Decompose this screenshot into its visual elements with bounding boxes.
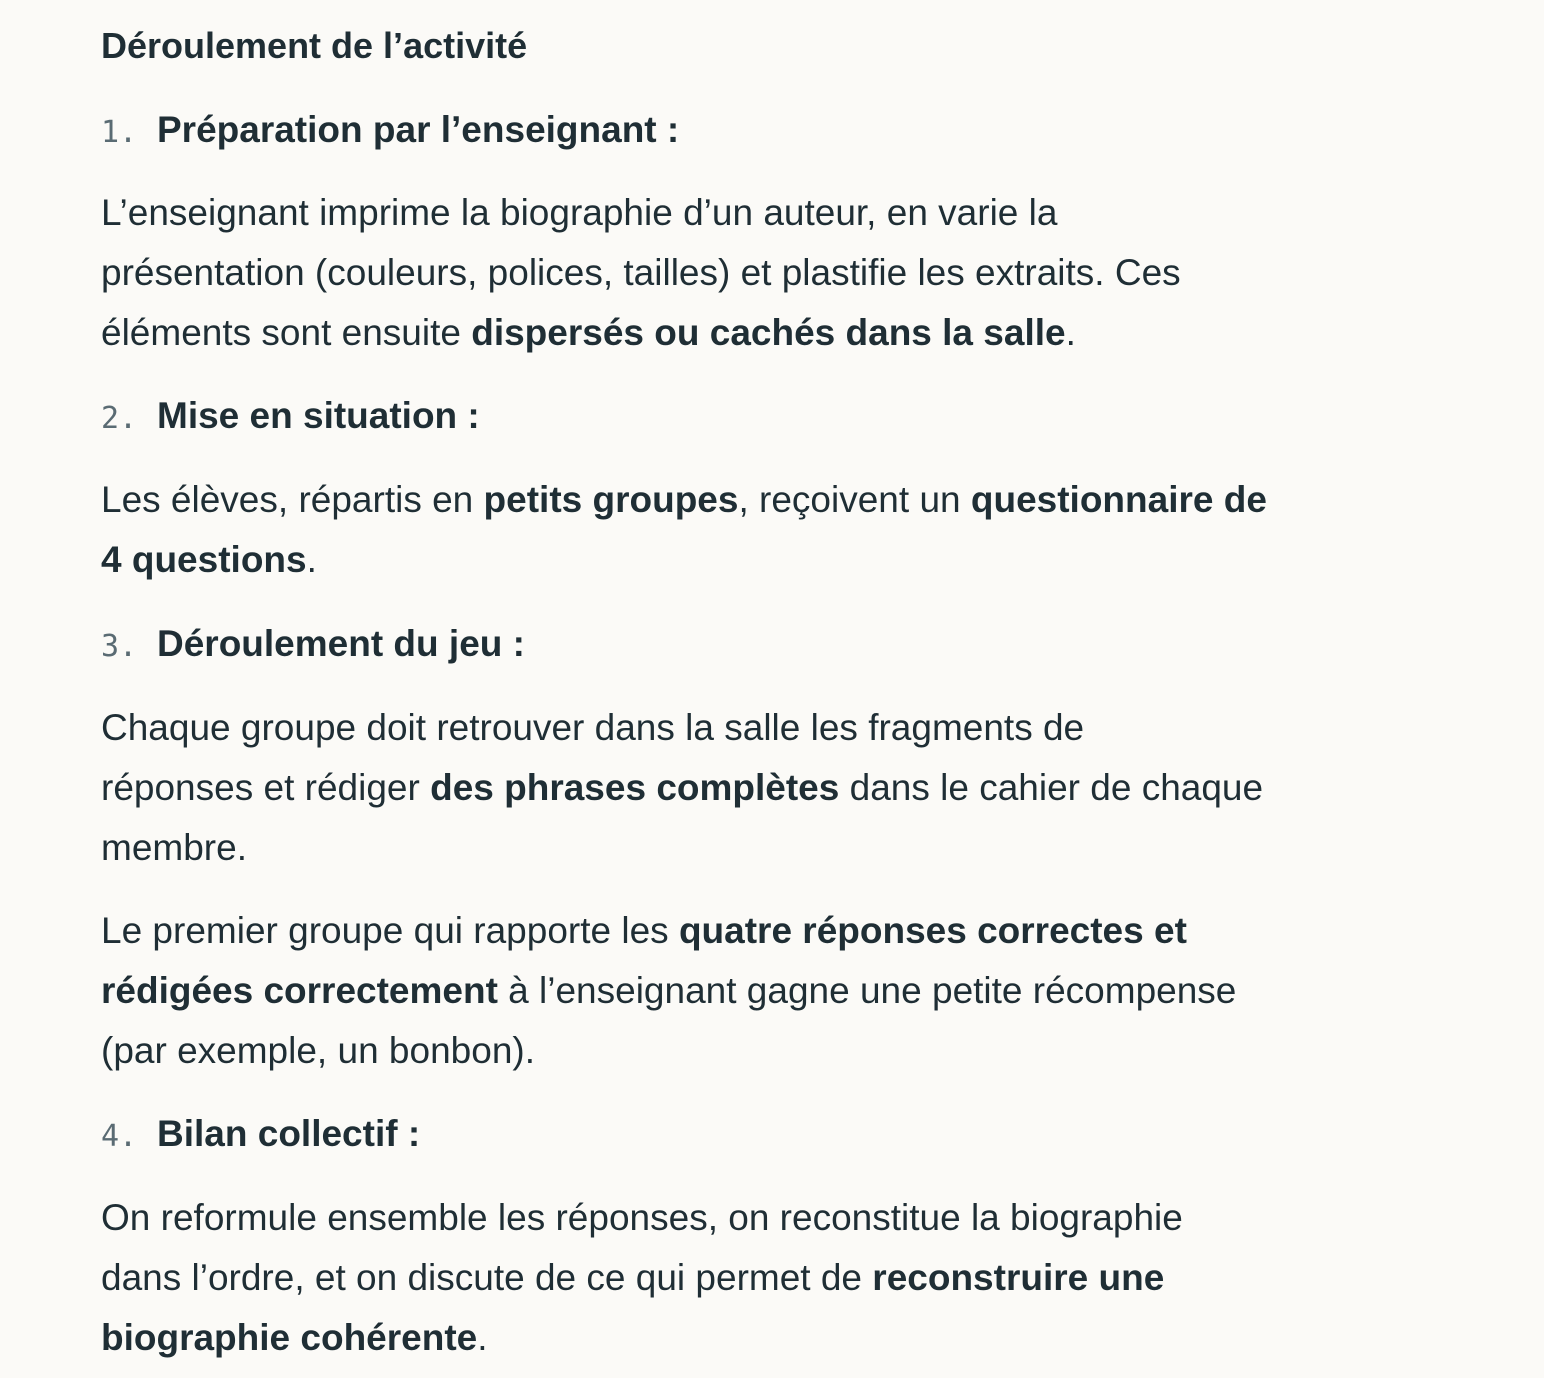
text-run: .	[1065, 312, 1076, 353]
step-1-paragraph	[101, 183, 1501, 363]
bold-text: petits groupes	[483, 479, 739, 520]
step-number: 4.	[101, 1119, 138, 1154]
bold-text: dispersés ou cachés dans la salle	[471, 312, 1066, 353]
bold-text: des phrases complètes	[430, 767, 840, 808]
step-title: Déroulement du jeu :	[157, 623, 525, 664]
text-run: .	[477, 1317, 488, 1358]
bold-text: rédigées correctement	[101, 970, 498, 1011]
text-run: On reformule ensemble les réponses, on reconstitue la biographie	[101, 1197, 1183, 1238]
step-4-paragraph	[101, 1188, 1501, 1368]
text-run: à l’enseignant gagne une petite récompense	[497, 970, 1237, 1011]
text-run: présentation (couleurs, polices, tailles) et plastifie les extraits. Ces	[101, 252, 1181, 293]
bold-text: reconstruire une	[872, 1257, 1165, 1298]
step-3-paragraph-2	[101, 901, 1501, 1081]
text-run: .	[306, 539, 317, 580]
text-run: Les élèves, répartis en	[101, 479, 484, 520]
step-3-heading	[101, 620, 525, 671]
text-run: réponses et rédiger	[101, 767, 431, 808]
text-run: (par exemple, un bonbon).	[101, 1030, 535, 1071]
step-1-heading	[101, 106, 679, 157]
step-2-heading	[101, 392, 480, 443]
text-run: , reçoivent un	[738, 479, 971, 520]
text-run: Chaque groupe doit retrouver dans la salle les fragments de	[101, 707, 1085, 748]
step-title: Préparation par l’enseignant :	[157, 109, 680, 150]
step-title: Mise en situation :	[157, 395, 480, 436]
step-title: Bilan collectif :	[157, 1113, 421, 1154]
step-number: 1.	[101, 115, 138, 150]
step-number: 3.	[101, 629, 138, 664]
text-run: dans le cahier de chaque	[839, 767, 1264, 808]
bold-text: quatre réponses correctes et	[678, 910, 1187, 951]
step-4-heading	[101, 1110, 420, 1161]
text-run: dans l’ordre, et on discute de ce qui permet de	[101, 1257, 873, 1298]
step-number: 2.	[101, 401, 138, 436]
step-3-paragraph-1	[101, 698, 1501, 878]
section-heading: Déroulement de l’activité	[101, 25, 528, 66]
bold-text: questionnaire de	[970, 479, 1267, 520]
bold-text: 4 questions	[101, 539, 307, 580]
text-run: membre.	[101, 827, 247, 868]
text-run: éléments sont ensuite	[101, 312, 472, 353]
text-run: L’enseignant imprime la biographie d’un auteur, en varie la	[101, 192, 1058, 233]
bold-text: biographie cohérente	[101, 1317, 478, 1358]
text-run: Le premier groupe qui rapporte les	[101, 910, 679, 951]
step-2-paragraph	[101, 470, 1501, 590]
